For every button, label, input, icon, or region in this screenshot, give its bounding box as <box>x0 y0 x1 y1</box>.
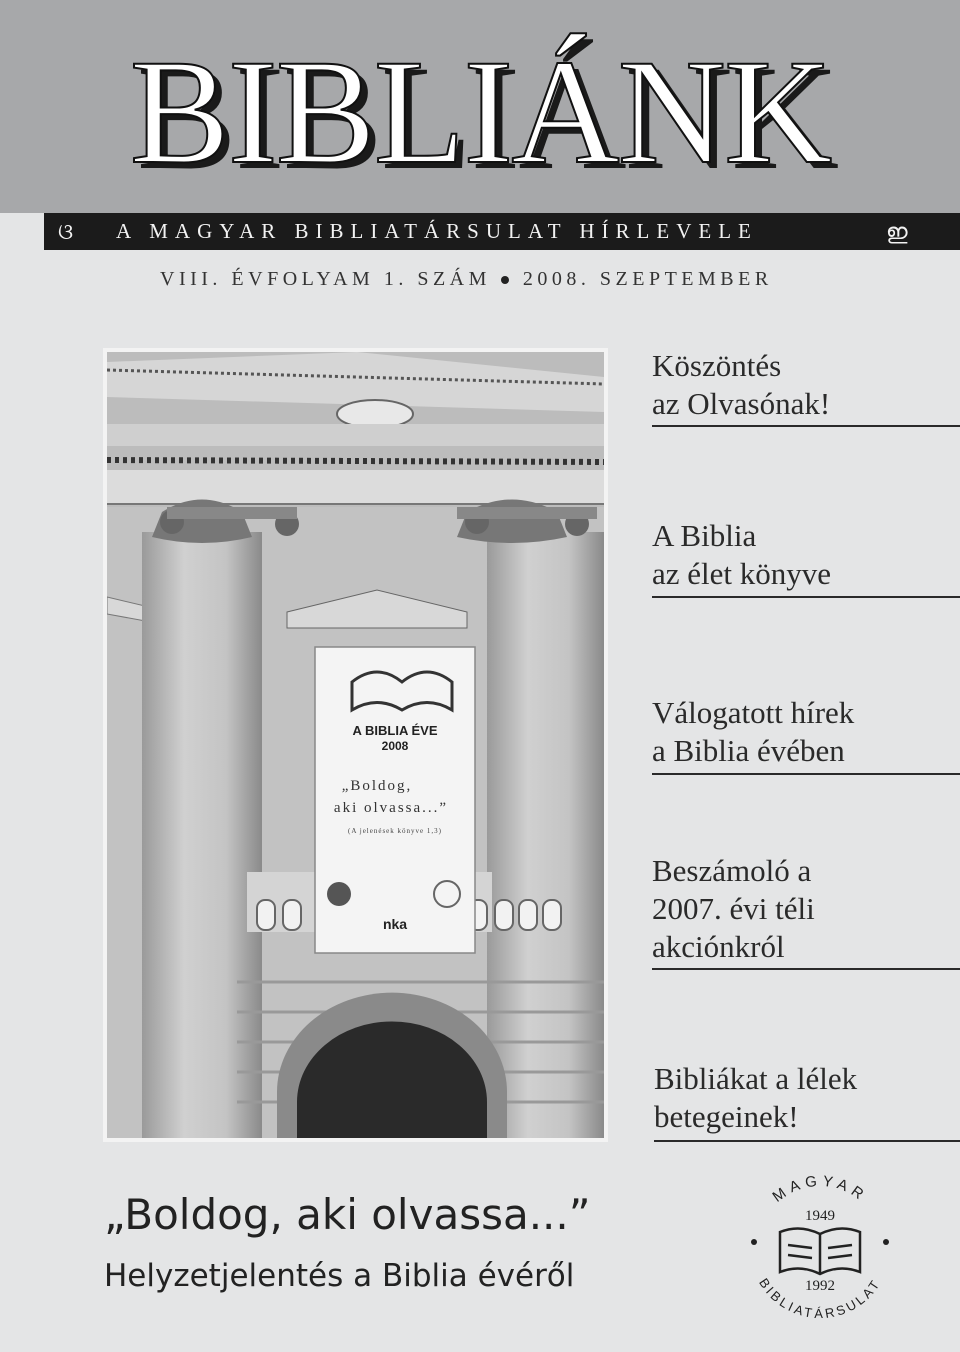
toc-line: az élet könyve <box>652 556 832 591</box>
masthead-title: BIBLIÁNK <box>129 29 831 195</box>
banner-reference: (A jelenések könyve 1,3) <box>348 827 442 835</box>
seal-side-text: BIBLIATÁRSULAT <box>756 1275 884 1321</box>
seal-year-founded: 1949 <box>805 1208 835 1224</box>
cover-tagline: „Boldog, aki olvassa...” <box>104 1190 591 1239</box>
issue-line <box>160 268 773 291</box>
toc-item <box>652 517 960 598</box>
toc-line: betegeinek! <box>654 1099 799 1134</box>
toc-line: a Biblia évében <box>652 733 845 768</box>
ornament-right-icon: ഇ <box>886 219 908 244</box>
toc-line: akciónkról <box>652 929 785 964</box>
svg-text:MAGYAR <box>769 1173 870 1206</box>
bullet-icon <box>501 276 509 284</box>
issue-date: 2008. SZEPTEMBER <box>522 268 773 290</box>
toc-item <box>652 694 960 775</box>
cover-photo <box>103 348 608 1142</box>
toc-line: A Biblia <box>652 518 757 553</box>
subtitle-bar <box>44 213 960 250</box>
cover-subline: Helyzetjelentés a Biblia évéről <box>104 1258 575 1294</box>
issue-volume: VIII. ÉVFOLYAM 1. SZÁM <box>160 268 491 290</box>
ornament-left-icon: ଓ <box>58 219 74 244</box>
sponsor-logo-icon <box>327 882 351 906</box>
toc-item <box>652 852 960 970</box>
toc-item <box>654 1060 960 1142</box>
banner-title: A BIBLIA ÉVE <box>352 723 438 738</box>
toc-line: Válogatott hírek <box>652 695 855 730</box>
open-book-icon <box>780 1228 860 1274</box>
banner-quote-2: aki olvassa...” <box>333 800 449 816</box>
banner-quote-1: „Boldog, <box>341 778 413 794</box>
banner-sponsor: nka <box>382 916 408 932</box>
seal-top-text: MAGYAR <box>769 1172 871 1206</box>
toc-line: Köszöntés <box>652 348 782 383</box>
church-facade-image <box>107 352 604 1138</box>
banner-year: 2008 <box>381 739 409 753</box>
society-seal <box>740 1170 900 1340</box>
newsletter-subtitle: A MAGYAR BIBLIATÁRSULAT HÍRLEVELE <box>116 219 758 243</box>
toc-line: az Olvasónak! <box>652 386 831 421</box>
toc-line: 2007. évi téli <box>652 891 815 926</box>
seal-year-restored: 1992 <box>805 1278 835 1294</box>
toc-line: Bibliákat a lélek <box>654 1061 858 1096</box>
toc-line: Beszámoló a <box>652 853 812 888</box>
toc-item <box>652 347 960 427</box>
